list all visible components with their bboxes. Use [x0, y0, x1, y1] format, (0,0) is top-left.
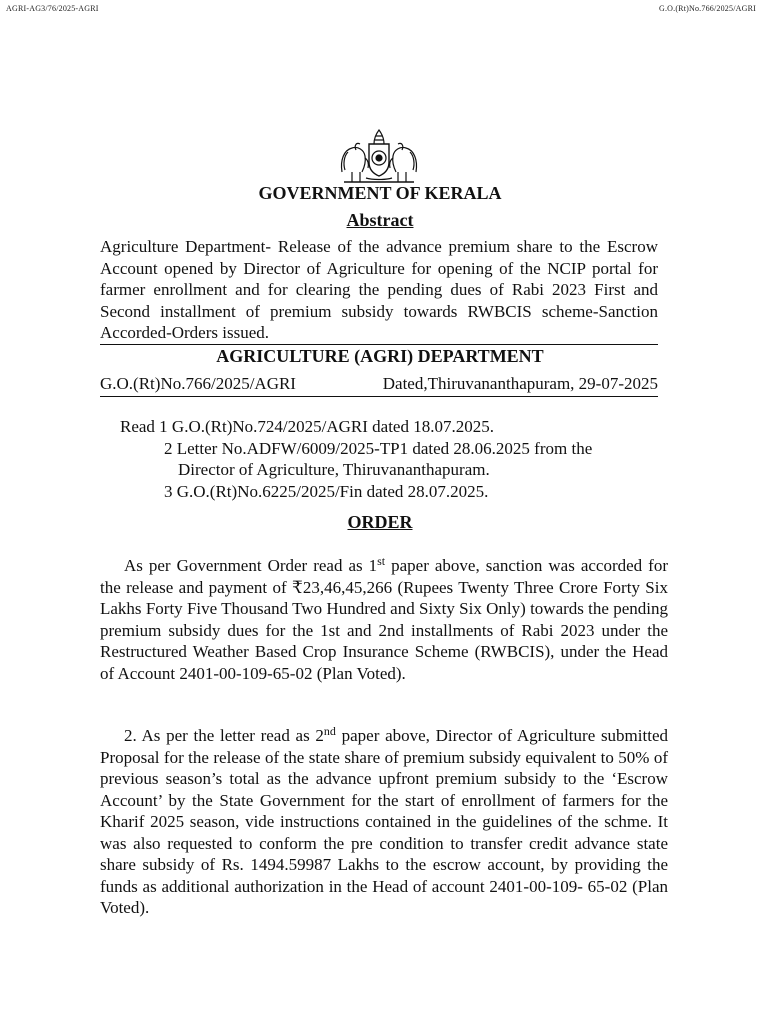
read-item-3: 3 G.O.(Rt)No.6225/2025/Fin dated 28.07.2025.: [164, 481, 489, 501]
government-title: GOVERNMENT OF KERALA: [258, 183, 502, 203]
file-reference-left: AGRI-AG3/76/2025-AGRI: [6, 4, 99, 13]
divider-top: [100, 344, 658, 345]
paragraph-1-rest: paper above, sanction was accorded for the release and payment of ₹23,46,45,266 (Rupees Twenty Three Crore Forty Six Lakhs Forty Five Thousand Two Hundred and Sixty Six Only) towards the pending premium subsidy dues for the 1st and 2nd installments of Rabi 2023 under the Restructured Weather Based Crop Insurance Scheme (RWBCIS), under the Head of Account 2401-00-109-65-02 (Plan Voted).: [100, 556, 668, 683]
file-reference-right: G.O.(Rt)No.766/2025/AGRI: [658, 4, 756, 13]
paragraph-2-rest: paper above, Director of Agriculture submitted Proposal for the release of the state share of premium subsidy equivalent to 50% of previous season’s total as the advance upfront premium subsidy to the ‘Escrow Account’ by the State Government for the start of enrollment of farmers for the Kharif 2025 season, vide instructions contained in the guidelines of the schme. It was also requested to conform the pre condition to transfer credit advance state share subsidy of Rs. 1494.59987 Lakhs to the escrow account, by providing the funds as additional authorization in the Head of account 2401-00-109- 65-02 (Plan Voted).: [100, 726, 668, 917]
order-paragraph-2: [100, 725, 668, 919]
read-item-1: Read 1 G.O.(Rt)No.724/2025/AGRI dated 18.07.2025.: [120, 417, 494, 436]
read-item-2: 2 Letter No.ADFW/6009/2025-TP1 dated 28.06.2025 from the: [164, 438, 593, 458]
abstract-text: Agriculture Department- Release of the advance premium share to the Escrow Account opened by Director of Agriculture for opening of the NCIP portal for farmer enrollment and for clearing the pending dues of Rabi 2023 First and Second installment of premium subsidy towards RWBCIS scheme-Sanction Accorded-Orders issued.: [100, 237, 658, 342]
order-paragraph-1: [100, 555, 668, 684]
department-title: AGRICULTURE (AGRI) DEPARTMENT: [216, 346, 544, 366]
order-heading: ORDER: [347, 512, 413, 532]
read-references: [120, 416, 660, 502]
go-date: Dated,Thiruvananthapuram, 29-07-2025: [382, 374, 658, 393]
go-number-line: [100, 374, 658, 394]
divider-bottom: [100, 396, 658, 397]
paragraph-1-superscript: st: [377, 554, 386, 568]
abstract-heading: Abstract: [346, 210, 414, 230]
kerala-emblem-icon: [338, 126, 420, 186]
paragraph-1-start: As per Government Order read as 1: [124, 556, 378, 575]
go-number: G.O.(Rt)No.766/2025/AGRI: [100, 374, 296, 393]
paragraph-2-superscript: nd: [323, 724, 336, 738]
paragraph-2-start: 2. As per the letter read as 2: [124, 726, 324, 745]
read-item-2-continued: Director of Agriculture, Thiruvananthapuram.: [178, 460, 490, 479]
